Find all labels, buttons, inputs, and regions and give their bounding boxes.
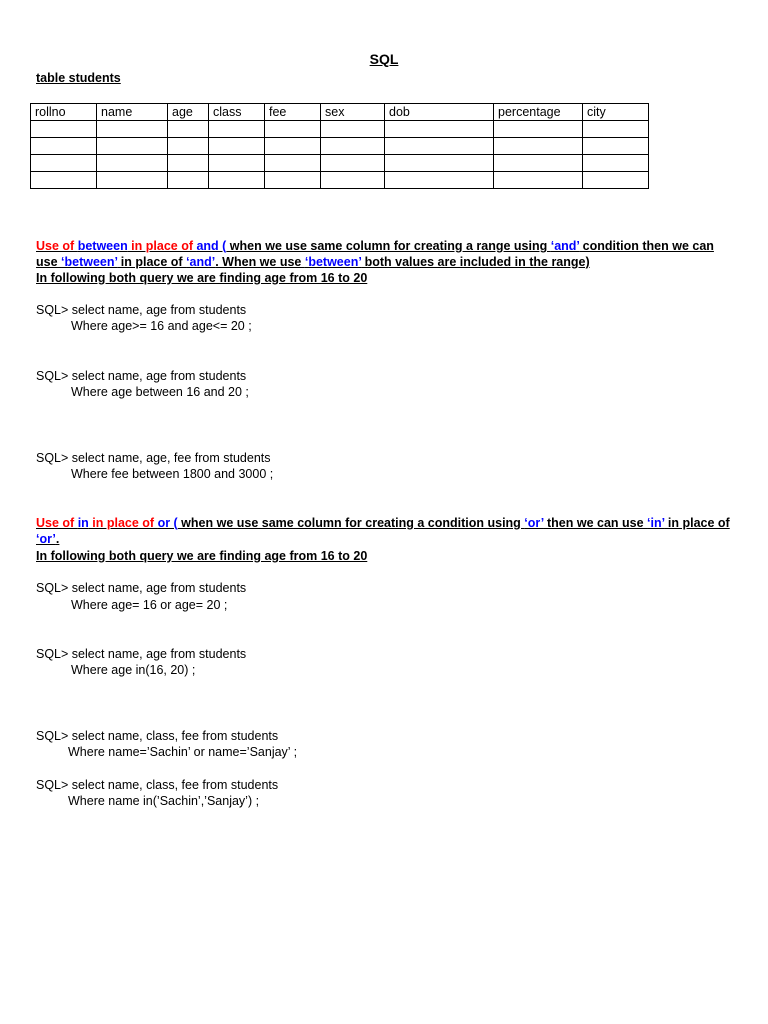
sql-where-line: Where age= 16 or age= 20 ; — [71, 598, 228, 612]
sql-select-line: SQL> select name, age from students — [36, 303, 247, 317]
table-caption: table students — [36, 71, 121, 85]
table-row — [31, 155, 649, 172]
column-header-city: city — [583, 104, 649, 121]
sql-where-line: Where name=’Sachin’ or name=’Sanjay’ ; — [68, 745, 298, 759]
sql-select-line: SQL> select name, age from students — [36, 647, 247, 661]
table-row — [31, 138, 649, 155]
between-note-line-3: In following both query we are finding age from 16 to 20 — [36, 271, 368, 285]
page-title: SQL — [369, 51, 399, 67]
sql-where-line: Where age in(16, 20) ; — [71, 663, 196, 677]
table-row — [31, 121, 649, 138]
between-note-line-1: Use of between in place of and ( when we use same column for creating a range using ‘and’ condition then we can — [36, 239, 714, 253]
sql-where-line: Where age between 16 and 20 ; — [71, 385, 249, 399]
column-header-fee: fee — [265, 104, 321, 121]
sql-where-line: Where name in(’Sachin’,’Sanjay’) ; — [68, 794, 260, 808]
table-row — [31, 172, 649, 189]
between-note-line-2: use ‘between’ in place of ‘and’. When we use ‘between’ both values are included in the range) — [36, 255, 590, 269]
column-header-age: age — [168, 104, 209, 121]
in-note-line-2: ‘or’. — [36, 532, 60, 546]
column-header-rollno: rollno — [31, 104, 97, 121]
sql-select-line: SQL> select name, age from students — [36, 369, 247, 383]
column-header-name: name — [97, 104, 168, 121]
sql-select-line: SQL> select name, class, fee from students — [36, 778, 279, 792]
in-note-line-1: Use of in in place of or ( when we use same column for creating a condition using ‘or’ then we can use ‘in’ in place of — [36, 516, 730, 530]
column-header-sex: sex — [321, 104, 385, 121]
sql-select-line: SQL> select name, age from students — [36, 581, 247, 595]
sql-select-line: SQL> select name, age, fee from students — [36, 451, 271, 465]
sql-select-line: SQL> select name, class, fee from students — [36, 729, 279, 743]
column-header-dob: dob — [385, 104, 494, 121]
table-header-row — [31, 104, 649, 121]
students-table — [30, 103, 649, 189]
in-note-line-3: In following both query we are finding age from 16 to 20 — [36, 549, 368, 563]
sql-where-line: Where fee between 1800 and 3000 ; — [71, 467, 274, 481]
sql-where-line: Where age>= 16 and age<= 20 ; — [71, 319, 252, 333]
column-header-class: class — [209, 104, 265, 121]
column-header-percentage: percentage — [494, 104, 583, 121]
